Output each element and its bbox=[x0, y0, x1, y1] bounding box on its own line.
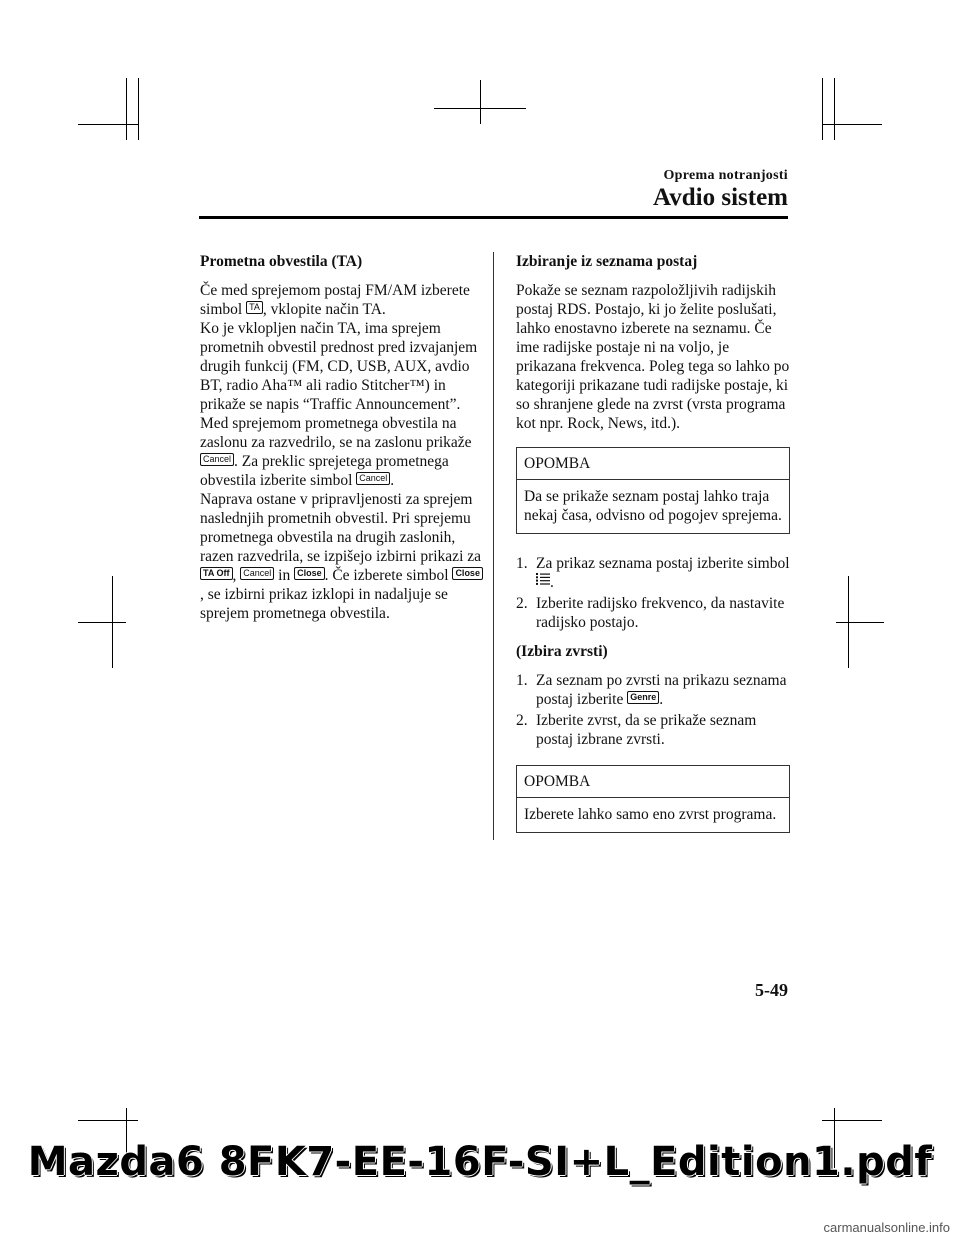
footer-filename: Mazda6 8FK7-EE-16F-SI+L_Edition1.pdf bbox=[27, 1139, 933, 1185]
text: . Za preklic sprejetega prometnega obvestila izberite simbol bbox=[200, 453, 449, 489]
text: Naprava ostane v pripravljenosti za sprejem naslednjih prometnih obvestil. Pri sprejemu prometnega obvestila na drugih zaslonih, razen razvedrila, se izpišejo izbirni prikazi za bbox=[200, 491, 482, 565]
crop-mark bbox=[78, 622, 126, 623]
section-subtitle: Oprema notranjosti bbox=[663, 168, 788, 183]
ta-button: TA bbox=[246, 301, 263, 314]
note-box bbox=[516, 447, 790, 534]
cancel-button: Cancel bbox=[200, 453, 234, 466]
step-number: 1. bbox=[516, 672, 528, 689]
genre-button: Genre bbox=[627, 691, 659, 704]
steps-list bbox=[516, 554, 790, 632]
crop-mark bbox=[822, 1120, 882, 1121]
text: , bbox=[232, 567, 241, 584]
crop-mark bbox=[848, 576, 849, 668]
crop-mark bbox=[822, 124, 882, 125]
watermark: carmanualsonline.info bbox=[823, 1220, 950, 1235]
crop-mark bbox=[822, 78, 823, 140]
ta-paragraph-2: Ko je vklopljen način TA, ima sprejem prometnih obvestil prednost pred izvajanjem drugih funkcij (FM, CD, USB, AUX, avdio BT, radio Aha™ ali radio Stitcher™) in prikaže se napis “Traffic Announcement”. bbox=[200, 320, 478, 413]
list-item bbox=[516, 671, 790, 709]
note-box bbox=[516, 765, 790, 833]
text: . bbox=[659, 691, 664, 708]
close-button: Close bbox=[452, 567, 483, 580]
station-list-intro: Pokaže se seznam razpoložljivih radijskih postaj RDS. Postajo, ki jo želite poslušati, lahko enostavno izberete na seznamu. Če ime radijske postaje ni na voljo, je prikazana frekvenca. Poleg tega so lahko po kategoriji prikazane tudi radijske postaje, ki so shranjene glede na zvrst (vrsta programa kot npr. Rock, News, itd.). bbox=[516, 282, 790, 432]
text: , vklopite način TA. bbox=[262, 301, 386, 318]
text: . Če izberete simbol bbox=[324, 567, 453, 584]
text: . bbox=[390, 472, 395, 489]
text: Med sprejemom prometnega obvestila na zaslonu za razvedrilo, se na zaslonu prikaže bbox=[200, 415, 472, 451]
text: in bbox=[274, 567, 295, 584]
note-text: Da se prikaže seznam postaj lahko traja nekaj časa, odvisno od pogojev sprejema. bbox=[524, 488, 782, 524]
list-item bbox=[516, 594, 790, 632]
ta-heading: Prometna obvestila (TA) bbox=[200, 253, 363, 270]
text: Izberite zvrst, da se prikaže seznam postaj izbrane zvrsti. bbox=[536, 712, 757, 748]
crop-mark bbox=[126, 78, 127, 140]
crop-mark bbox=[834, 78, 835, 140]
left-column bbox=[200, 252, 484, 623]
crop-mark bbox=[836, 622, 884, 623]
note-title: OPOMBA bbox=[517, 766, 789, 798]
close-button: Close bbox=[294, 567, 325, 580]
column-divider bbox=[493, 252, 494, 840]
ta-paragraph-1 bbox=[200, 281, 484, 319]
right-column bbox=[516, 252, 790, 843]
ta-off-button: TA Off bbox=[200, 567, 233, 580]
page-number: 5-49 bbox=[755, 980, 788, 1000]
header-rule bbox=[199, 216, 788, 219]
list-icon bbox=[536, 573, 550, 585]
crop-mark bbox=[112, 576, 113, 668]
text: . bbox=[550, 574, 554, 591]
text: Če med sprejemom postaj FM/AM izberete simbol bbox=[200, 282, 470, 318]
note-text: Izberete lahko samo eno zvrst programa. bbox=[524, 806, 777, 823]
station-list-heading: Izbiranje iz seznama postaj bbox=[516, 253, 698, 270]
crop-mark bbox=[78, 1120, 138, 1121]
text: Za seznam po zvrsti na prikazu seznama postaj izberite bbox=[536, 672, 787, 708]
cancel-button: Cancel bbox=[240, 567, 274, 580]
step-number: 1. bbox=[516, 555, 528, 572]
ta-paragraph-3 bbox=[200, 414, 484, 490]
list-item bbox=[516, 711, 790, 749]
text: Izberite radijsko frekvenco, da nastavite radijsko postajo. bbox=[536, 595, 785, 631]
genre-steps-list bbox=[516, 671, 790, 749]
crop-mark bbox=[480, 80, 481, 124]
step-number: 2. bbox=[516, 712, 528, 729]
list-item bbox=[516, 554, 790, 592]
section-title: Avdio sistem bbox=[653, 184, 788, 211]
text: , se izbirni prikaz izklopi in nadaljuje se sprejem prometnega obvestila. bbox=[200, 586, 448, 622]
step-number: 2. bbox=[516, 595, 528, 612]
cancel-button: Cancel bbox=[356, 472, 390, 485]
text: Za prikaz seznama postaj izberite simbol bbox=[536, 555, 790, 572]
ta-paragraph-4 bbox=[200, 490, 484, 623]
crop-mark bbox=[78, 124, 138, 125]
crop-mark bbox=[138, 78, 139, 140]
note-title: OPOMBA bbox=[517, 448, 789, 480]
genre-subheading: (Izbira zvrsti) bbox=[516, 643, 608, 660]
